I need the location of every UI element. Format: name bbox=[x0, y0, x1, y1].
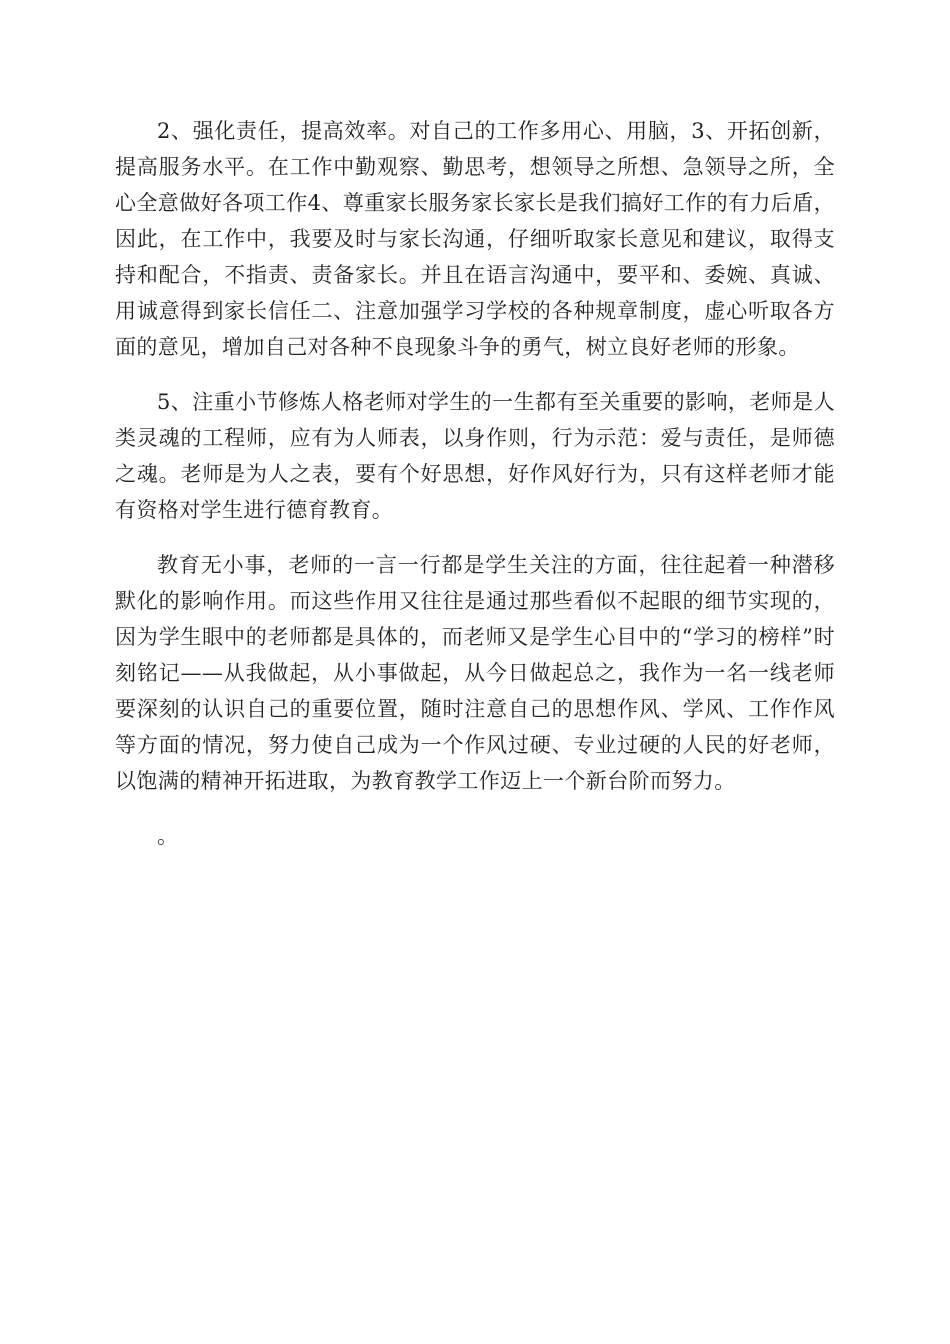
paragraph-responsibility: 2、强化责任，提高效率。对自己的工作多用心、用脑，3、开拓创新，提高服务水平。在工作中勤观察、勤思考，想领导之所想、急领导之所，全心全意做好各项工作4、尊重家长服务家长家长是我们搞好工作的有力后盾，因此，在工作中，我要及时与家长沟通，仔细听取家长意见和建议，取得支持和配合，不指责、责备家长。并且在语言沟通中，要平和、委婉、真诚、用诚意得到家长信任二、注意加强学习学校的各种规章制度，虚心听取各方面的意见，增加自己对各种不良现象斗争的勇气，树立良好老师的形象。 bbox=[115, 119, 835, 359]
paragraph-ending-mark: 。 bbox=[157, 824, 179, 848]
document-body bbox=[115, 113, 835, 873]
paragraph-character: 5、注重小节修炼人格老师对学生的一生都有至关重要的影响，老师是人类灵魂的工程师，应有为人师表，以身作则，行为示范：爱与责任，是师德之魂。老师是为人之表，要有个好思想，好作风好行为，只有这样老师才能有资格对学生进行德育教育。 bbox=[115, 390, 835, 522]
paragraph-education: 教育无小事，老师的一言一行都是学生关注的方面，往往起着一种潜移默化的影响作用。而这些作用又往往是通过那些看似不起眼的细节实现的，因为学生眼中的老师都是具体的，而老师又是学生心目中的“学习的榜样”时刻铭记——从我做起，从小事做起，从今日做起总之，我作为一名一线老师要深刻的认识自己的重要位置，随时注意自己的思想作风、学风、工作作风等方面的情况，努力使自己成为一个作风过硬、专业过硬的人民的好老师，以饱满的精神开拓进取，为教育教学工作迈上一个新台阶而努力。 bbox=[115, 553, 835, 793]
